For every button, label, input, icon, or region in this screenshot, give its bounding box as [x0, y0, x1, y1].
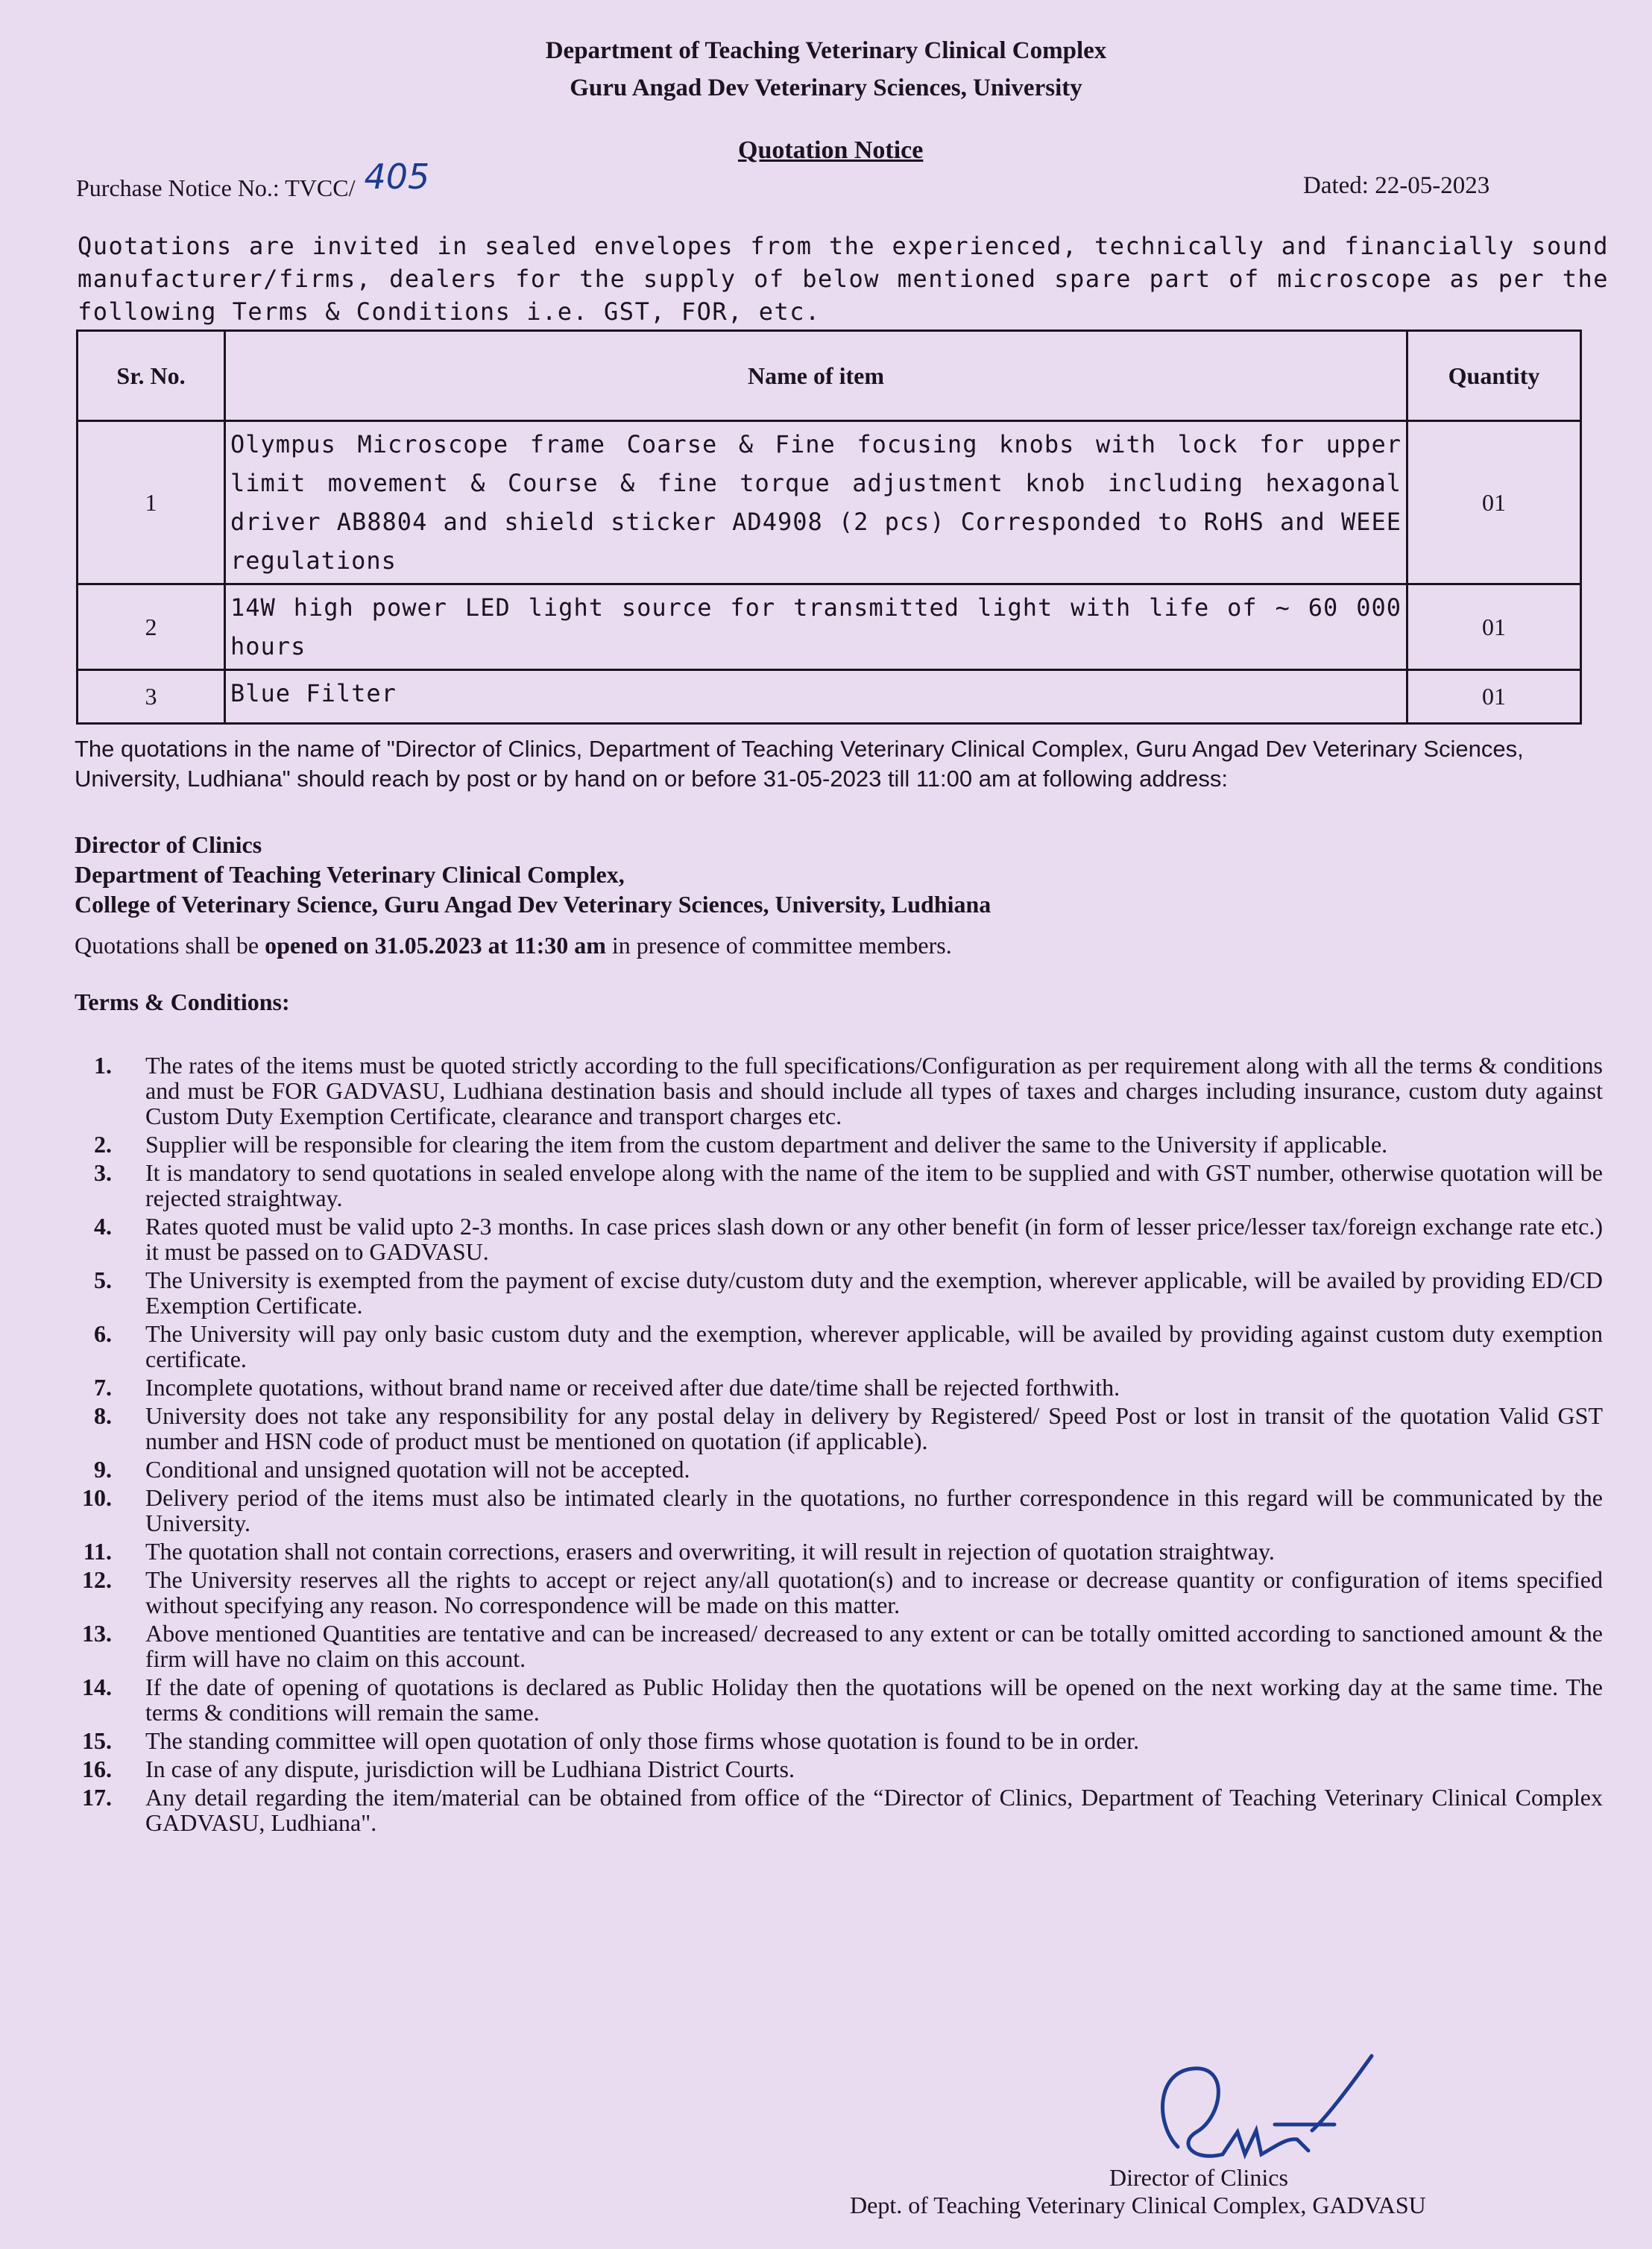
- term-text: Any detail regarding the item/material can be obtained from office of the “Director of Clinics, Department of Teaching Veterinary Clinical Complex GADVASU, Ludhiana".: [145, 1784, 1603, 1836]
- term-item: [45, 1539, 1603, 1564]
- term-number: 17.: [82, 1784, 112, 1811]
- submission-address: [75, 830, 991, 919]
- purchase-notice-number: [76, 157, 430, 204]
- term-number: 10.: [82, 1484, 112, 1511]
- opening-date-time: opened on 31.05.2023 at 11:30 am: [265, 932, 606, 959]
- term-text: The quotation shall not contain corrections, erasers and overwriting, it will result in rejection of quotation straightway.: [145, 1538, 1275, 1565]
- items-table: [76, 329, 1582, 725]
- term-item: [45, 1621, 1603, 1671]
- address-line: Department of Teaching Veterinary Clinical Complex,: [75, 861, 625, 888]
- row-quantity: 01: [1407, 421, 1581, 584]
- term-item: [45, 1321, 1603, 1372]
- row-item-name: 14W high power LED light source for transmitted light with life of ~ 60 000 hours: [225, 584, 1407, 670]
- signature-mark: [1126, 2043, 1394, 2177]
- term-item: [45, 1160, 1603, 1211]
- term-text: Above mentioned Quantities are tentative and can be increased/ decreased to any extent or can be totally omitted according to sanctioned amount & the firm will have no claim on this account.: [145, 1620, 1603, 1672]
- intro-paragraph: Quotations are invited in sealed envelopes from the experienced, technically and financially sound manufacturer/firms, dealers for the supply of below mentioned spare part of microscope as per the following Terms & Conditions i.e. GST, FOR, etc.: [78, 232, 1609, 326]
- term-text: In case of any dispute, jurisdiction will be Ludhiana District Courts.: [145, 1756, 795, 1782]
- term-item: [45, 1485, 1603, 1536]
- table-row: [78, 421, 1581, 584]
- term-item: [45, 1403, 1603, 1454]
- term-number: 2.: [94, 1131, 112, 1158]
- term-number: 11.: [83, 1538, 112, 1565]
- terms-heading: Terms & Conditions:: [75, 988, 290, 1015]
- term-number: 14.: [82, 1674, 112, 1700]
- term-item: [45, 1375, 1603, 1400]
- term-number: 3.: [94, 1159, 112, 1186]
- term-number: 7.: [94, 1374, 112, 1401]
- signatory-title: Director of Clinics: [1109, 2164, 1288, 2191]
- row-sr-no: 3: [78, 670, 225, 724]
- table-header-row: [78, 331, 1581, 421]
- term-number: 9.: [94, 1456, 112, 1483]
- row-quantity: 01: [1407, 670, 1581, 724]
- purchase-notice-label: Purchase Notice No.: TVCC/: [76, 174, 356, 201]
- term-item: [45, 1567, 1603, 1618]
- term-number: 5.: [94, 1267, 112, 1293]
- notice-title: Quotation Notice: [738, 136, 924, 164]
- address-line: Director of Clinics: [75, 831, 262, 858]
- term-text: Delivery period of the items must also be intimated clearly in the quotations, no further correspondence in this regard will be communicated by the University.: [145, 1484, 1603, 1536]
- term-item: [45, 1785, 1603, 1835]
- term-text: If the date of opening of quotations is declared as Public Holiday then the quotations will be opened on the next working day at the same time. The terms & conditions will remain the same.: [145, 1674, 1603, 1726]
- header-item-name: Name of item: [225, 331, 1407, 421]
- row-item-name: Olympus Microscope frame Coarse & Fine focusing knobs with lock for upper limit movement & Course & fine torque adjustment knob including hexagonal driver AB8804 and shield sticker AD4908 (2 pcs) Corresponded to RoHS and WEEE regulations: [225, 421, 1407, 584]
- term-text: Incomplete quotations, without brand name or received after due date/time shall be rejected forthwith.: [145, 1374, 1120, 1401]
- term-number: 13.: [82, 1620, 112, 1647]
- term-text: Supplier will be responsible for clearing the item from the custom department and deliver the same to the University if applicable.: [145, 1131, 1388, 1158]
- term-number: 6.: [94, 1320, 112, 1347]
- terms-list: [45, 1053, 1603, 1838]
- header-sr-no: Sr. No.: [78, 331, 225, 421]
- term-text: The University is exempted from the payment of excise duty/custom duty and the exemption, wherever applicable, will be availed by providing ED/CD Exemption Certificate.: [145, 1267, 1603, 1319]
- row-sr-no: 1: [78, 421, 225, 584]
- term-item: [45, 1267, 1603, 1318]
- header-quantity: Quantity: [1407, 331, 1581, 421]
- term-text: University does not take any responsibility for any postal delay in delivery by Registered/ Speed Post or lost in transit of the quotation Valid GST number and HSN code of product must be mentioned on quotation (if applicable).: [145, 1402, 1603, 1454]
- term-text: The rates of the items must be quoted strictly according to the full specifications/Configuration as per requirement along with all the terms & conditions and must be FOR GADVASU, Ludhiana destination basis and should include all types of taxes and charges including insurance, custom duty against Custom Duty Exemption Certificate, clearance and transport charges etc.: [145, 1052, 1603, 1129]
- department-heading: Department of Teaching Veterinary Clinical Complex: [545, 37, 1107, 64]
- term-text: Rates quoted must be valid upto 2-3 months. In case prices slash down or any other benefit (in form of lesser price/lesser tax/foreign exchange rate etc.) it must be passed on to GADVASU.: [145, 1213, 1603, 1265]
- term-number: 12.: [82, 1566, 112, 1593]
- term-text: It is mandatory to send quotations in sealed envelope along with the name of the item to be supplied and with GST number, otherwise quotation will be rejected straightway.: [145, 1159, 1603, 1211]
- term-item: [45, 1674, 1603, 1725]
- row-sr-no: 2: [78, 584, 225, 670]
- opening-statement: [75, 932, 952, 959]
- table-row: [78, 584, 1581, 670]
- opening-text: Quotations shall be: [75, 932, 265, 959]
- table-row: [78, 670, 1581, 724]
- term-text: The standing committee will open quotation of only those firms whose quotation is found to be in order.: [145, 1727, 1140, 1754]
- handwritten-notice-number: 405: [364, 157, 430, 197]
- term-text: The University reserves all the rights to accept or reject any/all quotation(s) and to increase or decrease quantity or configuration of items specified without specifying any reason. No correspondence will be made on this matter.: [145, 1566, 1603, 1618]
- term-text: The University will pay only basic custom duty and the exemption, wherever applicable, will be availed by providing against custom duty exemption certificate.: [145, 1320, 1603, 1372]
- term-text: Conditional and unsigned quotation will not be accepted.: [145, 1456, 690, 1483]
- term-item: [45, 1457, 1603, 1482]
- term-number: 1.: [94, 1052, 112, 1079]
- term-number: 4.: [94, 1213, 112, 1240]
- term-number: 15.: [82, 1727, 112, 1754]
- submission-paragraph: The quotations in the name of "Director of Clinics, Department of Teaching Veterinary Clinical Complex, Guru Angad Dev Veterinary Sciences, University, Ludhiana" should reach by post or by hand on or before 31-05-2023 till 11:00 am at following address:: [75, 736, 1524, 792]
- notice-date: Dated: 22-05-2023: [1303, 172, 1490, 199]
- term-item: [45, 1756, 1603, 1782]
- term-item: [45, 1214, 1603, 1264]
- opening-text-end: in presence of committee members.: [605, 932, 952, 959]
- term-item: [45, 1132, 1603, 1157]
- university-heading: Guru Angad Dev Veterinary Sciences, University: [570, 75, 1082, 101]
- term-number: 16.: [82, 1756, 112, 1782]
- signatory-department: Dept. of Teaching Veterinary Clinical Complex, GADVASU: [850, 2192, 1426, 2218]
- term-number: 8.: [94, 1402, 112, 1429]
- term-item: [45, 1053, 1603, 1129]
- address-line: College of Veterinary Science, Guru Angad Dev Veterinary Sciences, University, Ludhiana: [75, 891, 991, 918]
- row-item-name: Blue Filter: [225, 670, 1407, 724]
- term-item: [45, 1728, 1603, 1753]
- row-quantity: 01: [1407, 584, 1581, 670]
